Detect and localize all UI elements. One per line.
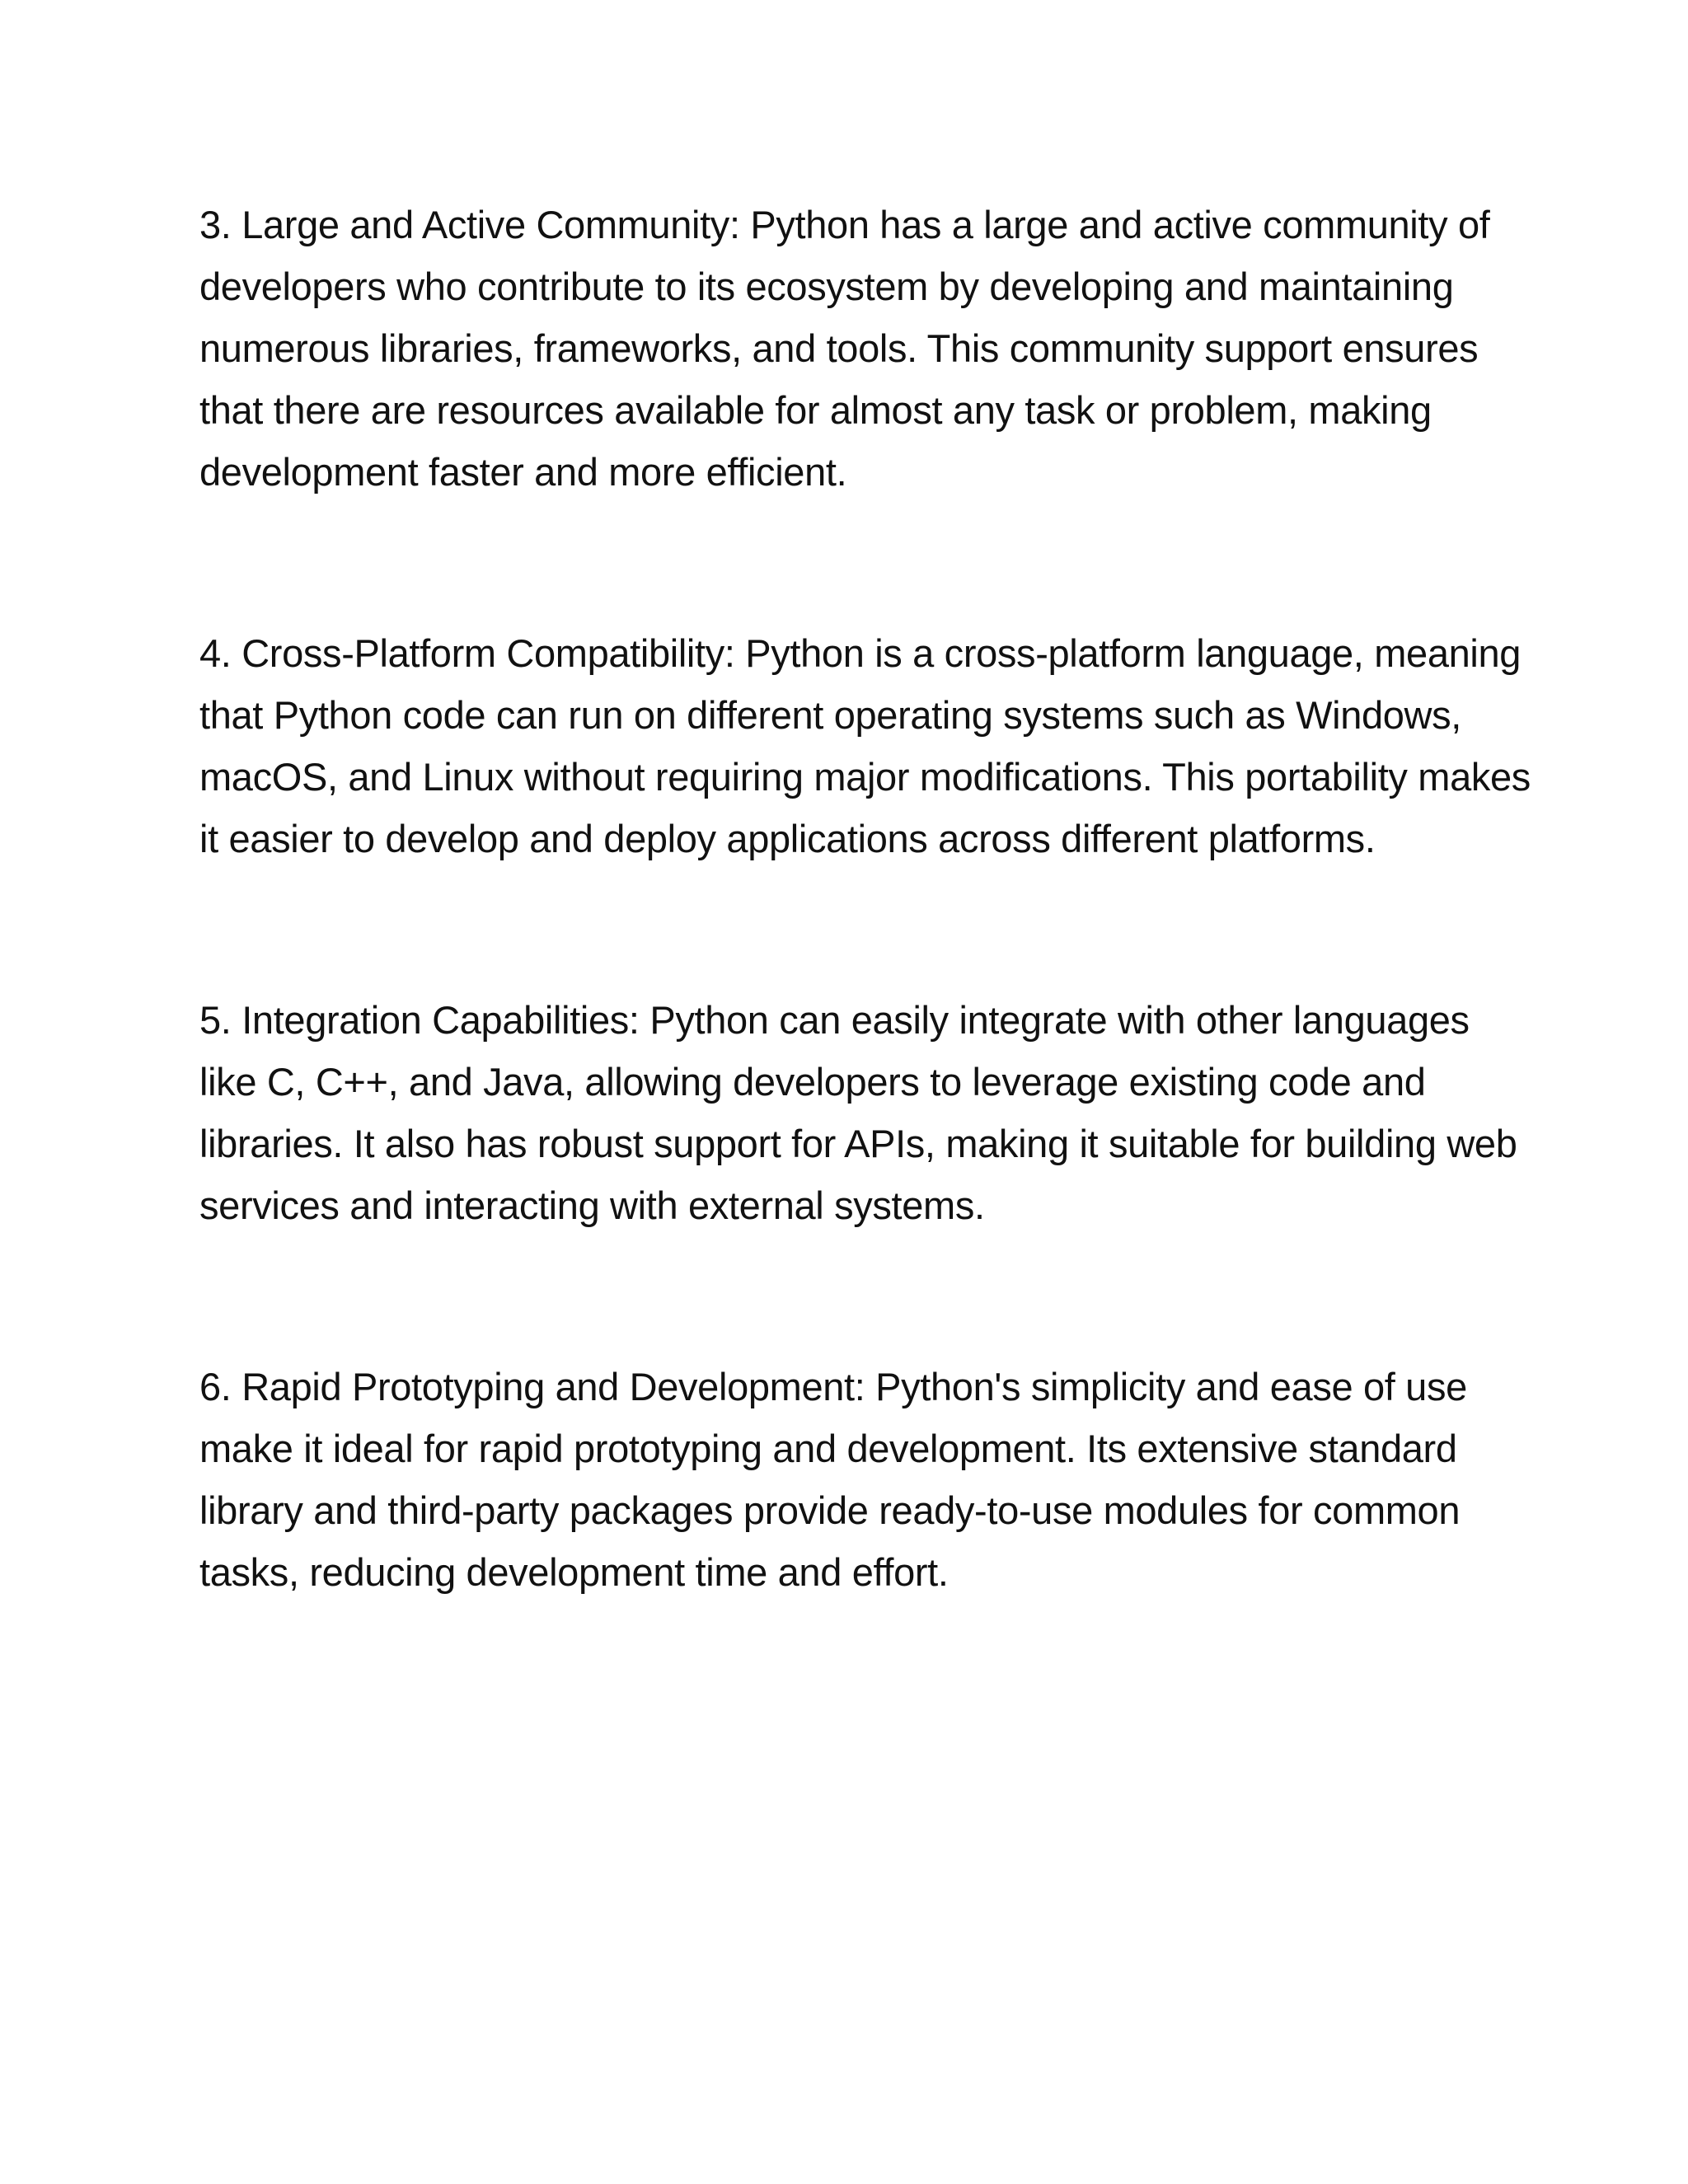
paragraph-large-active-community: 3. Large and Active Community: Python has a large and active community of developers who contribute to its ecosystem by developing and maintaining numerous libraries, frameworks, and tools. This community support ensures that there are resources available for almost any task or problem, making development faster and more efficient.	[199, 203, 1490, 494]
document-body	[199, 194, 1535, 1603]
paragraph-cross-platform-compatibility: 4. Cross-Platform Compatibility: Python is a cross-platform language, meaning that Python code can run on different operating systems such as Windows, macOS, and Linux without requiring major modifications. This portability makes it easier to develop and deploy applications across different platforms.	[199, 631, 1531, 860]
paragraph-rapid-prototyping: 6. Rapid Prototyping and Development: Python's simplicity and ease of use make it ideal for rapid prototyping and development. Its extensive standard library and third-party packages provide ready-to-use modules for common tasks, reducing development time and effort.	[199, 1365, 1467, 1594]
paragraph-integration-capabilities: 5. Integration Capabilities: Python can easily integrate with other languages like C, C++, and Java, allowing developers to leverage existing code and libraries. It also has robust support for APIs, making it suitable for building web services and interacting with external systems.	[199, 998, 1517, 1227]
